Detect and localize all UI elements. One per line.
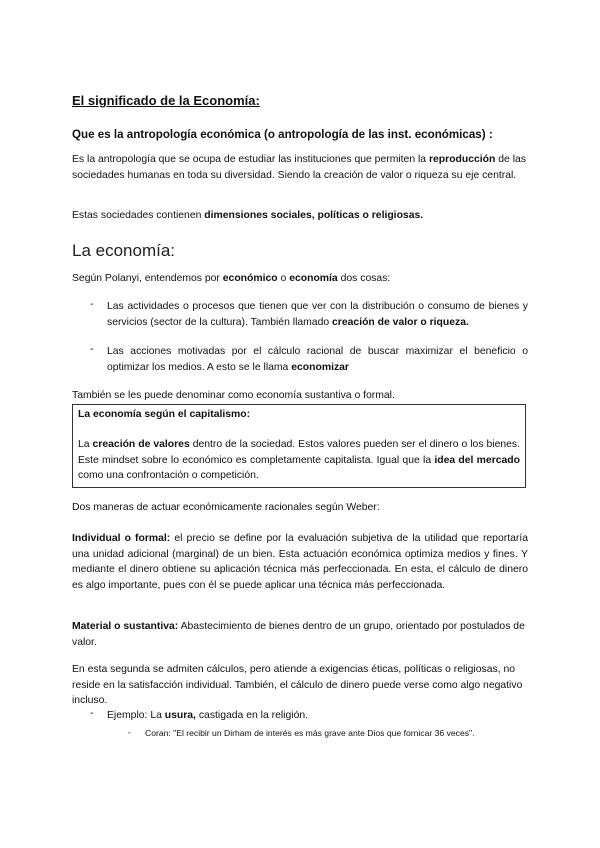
list-dash: - — [128, 727, 131, 737]
dimensions-paragraph: Estas sociedades contienen dimensiones sociales, políticas o religiosas. — [72, 210, 424, 221]
box-title: La economía según el capitalismo: — [78, 409, 251, 420]
section-heading: La economía: — [72, 241, 176, 260]
formal-paragraph: Individual o formal: el precio se define por la evaluación subjetiva de la utilidad que reportaría una unidad adicional (marginal) de un bien. Esta actuación económica optimiza medios y fines. Y mediante el dinero obtiene su aplicación técnica más perfeccionada. En esta, el cálculo de dinero es algo importante, pues con él se puede aplicar una técnica más perfeccionada. — [72, 533, 528, 591]
material-paragraph: Material o sustantiva: Abastecimiento de bienes dentro de un grupo, orientado por postulados de valor. — [72, 621, 525, 648]
box-body: La creación de valores dentro de la sociedad. Estos valores pueden ser el dinero o los bienes. Este mindset sobre lo económico es completamente capitalista. Igual que la idea del mercado como una confrontación o competición. — [78, 439, 520, 481]
weber-paragraph: Dos maneras de actuar económicamente racionales según Weber: — [72, 502, 380, 513]
list-dash: - — [90, 344, 94, 355]
substantive-paragraph: También se les puede denominar como economía sustantiva o formal. — [72, 390, 395, 401]
list-dash: - — [90, 299, 94, 310]
capitalism-box — [72, 404, 526, 488]
quote-item: Coran: "El recibir un Dirham de interés es más grave ante Dios que fornicar 36 veces". — [145, 728, 475, 738]
second-paragraph: En esta segunda se admiten cálculos, pero atiende a exigencias éticas, políticas o religiosas, no reside en la satisfacción individual. También, el cálculo de dinero puede verse como algo negativo incluso. — [72, 664, 523, 706]
list-item: Las actividades o procesos que tienen que ver con la distribución o consumo de bienes y servicios (sector de la cultura). También llamado creación de valor o riqueza. — [107, 301, 528, 328]
question-heading: Que es la antropología económica (o antropología de las inst. económicas) : — [72, 128, 493, 141]
example-item: Ejemplo: La usura, castigada en la religión. — [107, 710, 309, 721]
definition-paragraph: Es la antropología que se ocupa de estudiar las instituciones que permiten la reproducción de las sociedades humanas en toda su diversidad. Siendo la creación de valor o riqueza su eje central. — [72, 154, 527, 181]
list-dash: - — [90, 708, 94, 719]
polanyi-paragraph: Según Polanyi, entendemos por económico o economía dos cosas: — [72, 273, 391, 284]
page-title: El significado de la Economía: — [72, 93, 260, 108]
list-item: Las acciones motivadas por el cálculo racional de buscar maximizar el beneficio o optimizar los medios. A esto se le llama economizar — [107, 346, 528, 373]
